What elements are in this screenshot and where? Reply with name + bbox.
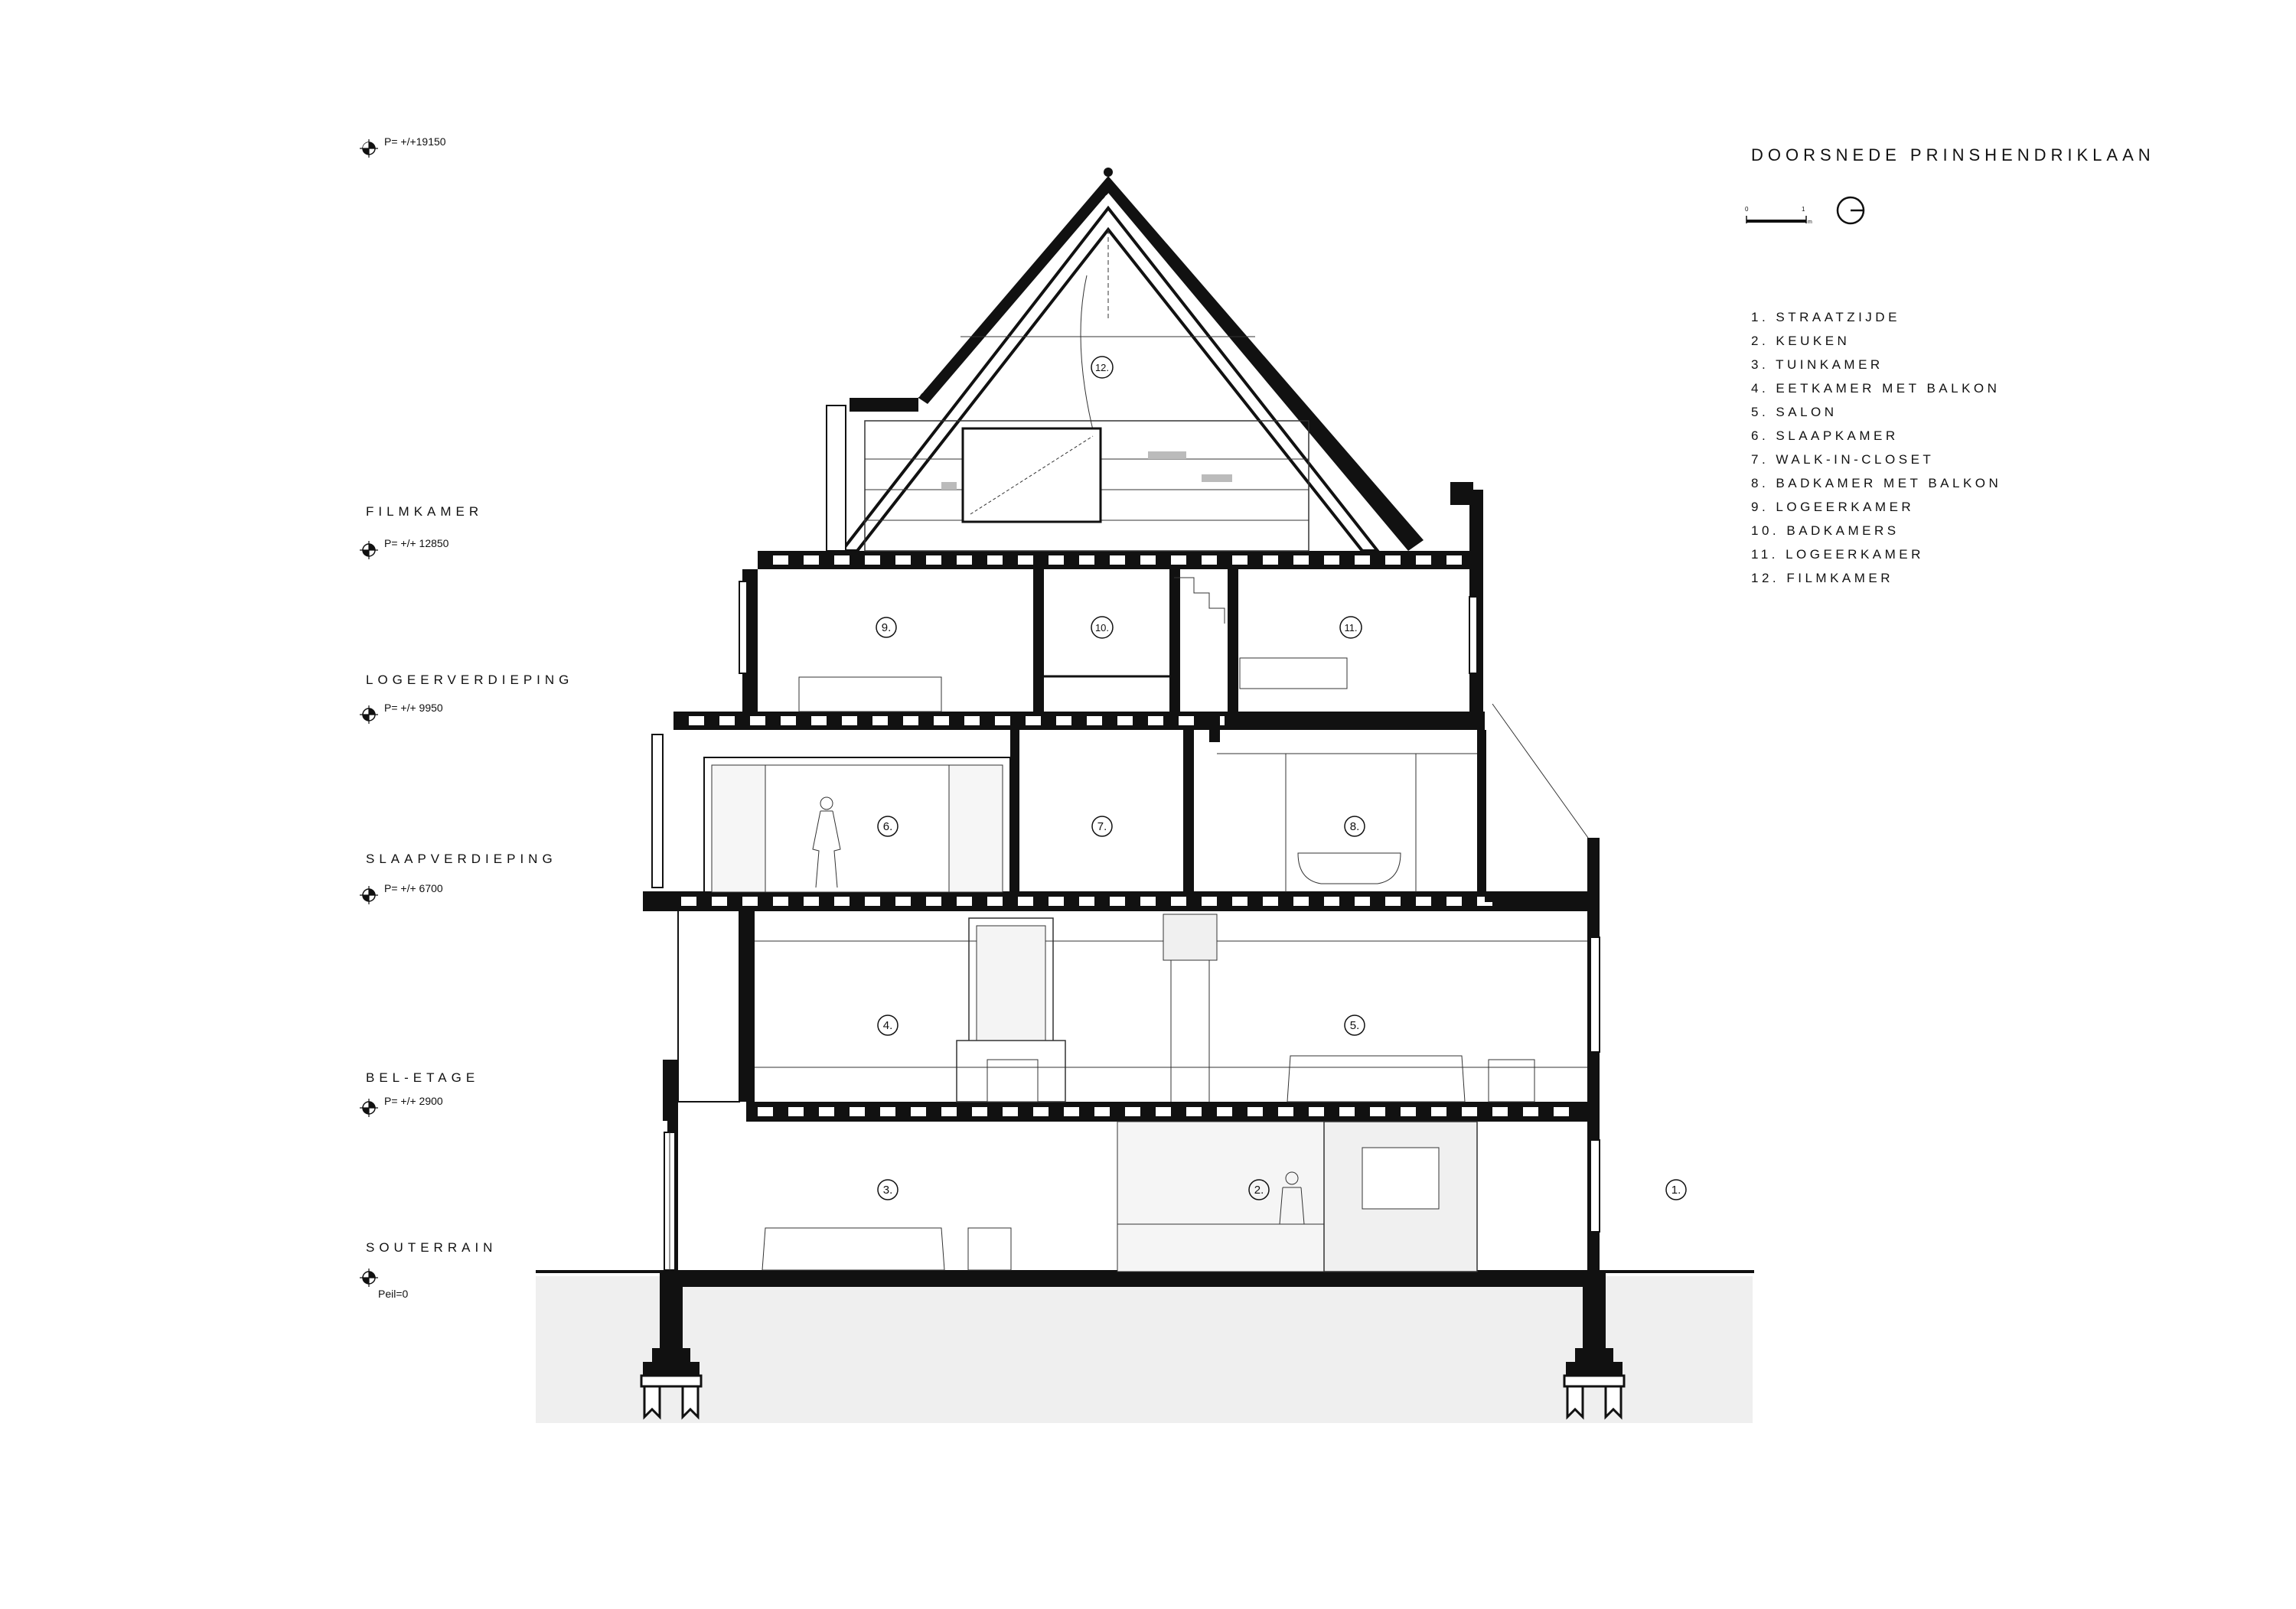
floor-slab-logeer [673, 712, 1485, 730]
level-marker-souterrain [360, 1240, 497, 1300]
room-marker-8 [1345, 816, 1365, 836]
level-name-filmkamer: FILMKAMER [366, 504, 484, 519]
svg-text:11.: 11. [1344, 622, 1358, 634]
left-wall-bel [663, 1060, 678, 1121]
room-marker-3 [878, 1180, 898, 1200]
svg-text:5.: 5. [1349, 1019, 1360, 1032]
legend [1751, 310, 2001, 585]
room-marker-11 [1340, 617, 1362, 638]
legend-item: 6. SLAAPKAMER [1751, 428, 1899, 443]
legend-item: 5. SALON [1751, 405, 1838, 419]
canopy-line [1492, 704, 1588, 838]
level-marker-filmkamer [360, 504, 483, 559]
svg-text:0: 0 [1745, 206, 1749, 213]
room-marker-1 [1666, 1180, 1686, 1200]
kitchen-wall [1117, 1122, 1324, 1272]
svg-text:10.: 10. [1094, 622, 1110, 634]
svg-text:1: 1 [1802, 206, 1805, 213]
bed-11 [1240, 658, 1347, 689]
chair-salon [1489, 1060, 1534, 1102]
svg-text:7.: 7. [1097, 820, 1107, 833]
stair-logeer [1174, 578, 1225, 624]
bathtub [1298, 853, 1401, 884]
legend-item: 8. BADKAMER MET BALKON [1751, 476, 2002, 490]
legend-item: 1. STRAATZIJDE [1751, 310, 1900, 324]
level-name-slaapverdieping: SLAAPVERDIEPING [366, 852, 557, 866]
svg-text:P= +/+ 9950: P= +/+ 9950 [384, 702, 443, 714]
wall-6-7 [1010, 730, 1019, 892]
scale-bar [1745, 206, 1812, 225]
legend-item: 12. FILMKAMER [1751, 571, 1894, 585]
chair-tuinkamer [968, 1228, 1011, 1270]
wall-stair-11 [1228, 569, 1238, 712]
legend-item: 3. TUINKAMER [1751, 357, 1883, 372]
basement-slab [667, 1272, 1598, 1287]
floor-slab-slaap [643, 891, 1600, 911]
level-marker-roof [360, 135, 446, 158]
legend-item: 2. KEUKEN [1751, 334, 1851, 348]
level-marker-logeerverdieping [360, 673, 573, 724]
room-marker-9 [876, 617, 896, 637]
roof [827, 168, 1473, 551]
legend-item: 9. LOGEERKAMER [1751, 500, 1915, 514]
windows-right [1469, 597, 1600, 1232]
sofa-tuinkamer [762, 1228, 944, 1270]
room-marker-10 [1091, 617, 1113, 638]
legend-item: 11. LOGEERKAMER [1751, 547, 1924, 562]
sofa-salon [1287, 1056, 1465, 1102]
floor-slab-film [758, 551, 1469, 569]
svg-text:8.: 8. [1349, 820, 1360, 833]
svg-text:P= +/+ 6700: P= +/+ 6700 [384, 882, 443, 894]
room-marker-12 [1091, 357, 1113, 378]
column [1163, 914, 1217, 960]
brick-balcony [678, 910, 739, 1102]
level-marker-bel-etage [360, 1070, 479, 1117]
svg-text:1.: 1. [1671, 1184, 1681, 1197]
svg-text:2.: 2. [1254, 1184, 1264, 1197]
svg-text:P= +/+ 12850: P= +/+ 12850 [384, 537, 449, 549]
wall-stub [1209, 712, 1220, 742]
svg-text:6.: 6. [882, 820, 893, 833]
svg-text:P= +/+ 2900: P= +/+ 2900 [384, 1095, 443, 1107]
room-marker-7 [1092, 816, 1112, 836]
legend-item: 7. WALK-IN-CLOSET [1751, 452, 1935, 467]
level-marker-slaapverdieping [360, 852, 557, 904]
floor-slab-bel [746, 1102, 1588, 1122]
slaap-right-wall [1477, 730, 1486, 892]
bed-9 [799, 677, 941, 712]
svg-text:12.: 12. [1094, 362, 1110, 373]
wall-7-8 [1183, 730, 1194, 892]
level-name-bel-etage: BEL-ETAGE [366, 1070, 480, 1085]
level-name-souterrain: SOUTERRAIN [366, 1240, 497, 1255]
room-marker-5 [1345, 1015, 1365, 1035]
svg-text:4.: 4. [882, 1019, 893, 1032]
svg-text:3.: 3. [882, 1184, 893, 1197]
svg-text:m: m [1808, 220, 1812, 225]
legend-item: 4. EETKAMER MET BALKON [1751, 381, 2001, 396]
svg-text:P= +/+19150: P= +/+19150 [384, 135, 446, 148]
roof-terrace [1485, 891, 1600, 902]
drawing-title: DOORSNEDE PRINSHENDRIKLAAN [1751, 145, 2155, 164]
legend-item: 10. BADKAMERS [1751, 523, 1900, 538]
room-marker-4 [878, 1015, 898, 1035]
wall-9-10 [1033, 569, 1044, 712]
north-arrow-icon [1838, 197, 1864, 223]
svg-text:9.: 9. [881, 621, 892, 634]
level-name-logeerverdieping: LOGEERVERDIEPING [366, 673, 574, 687]
film-shelving [865, 421, 1309, 551]
interior-wall-bel [739, 910, 755, 1102]
svg-text:Peil=0: Peil=0 [378, 1288, 409, 1300]
wall-10-stair [1169, 569, 1180, 712]
